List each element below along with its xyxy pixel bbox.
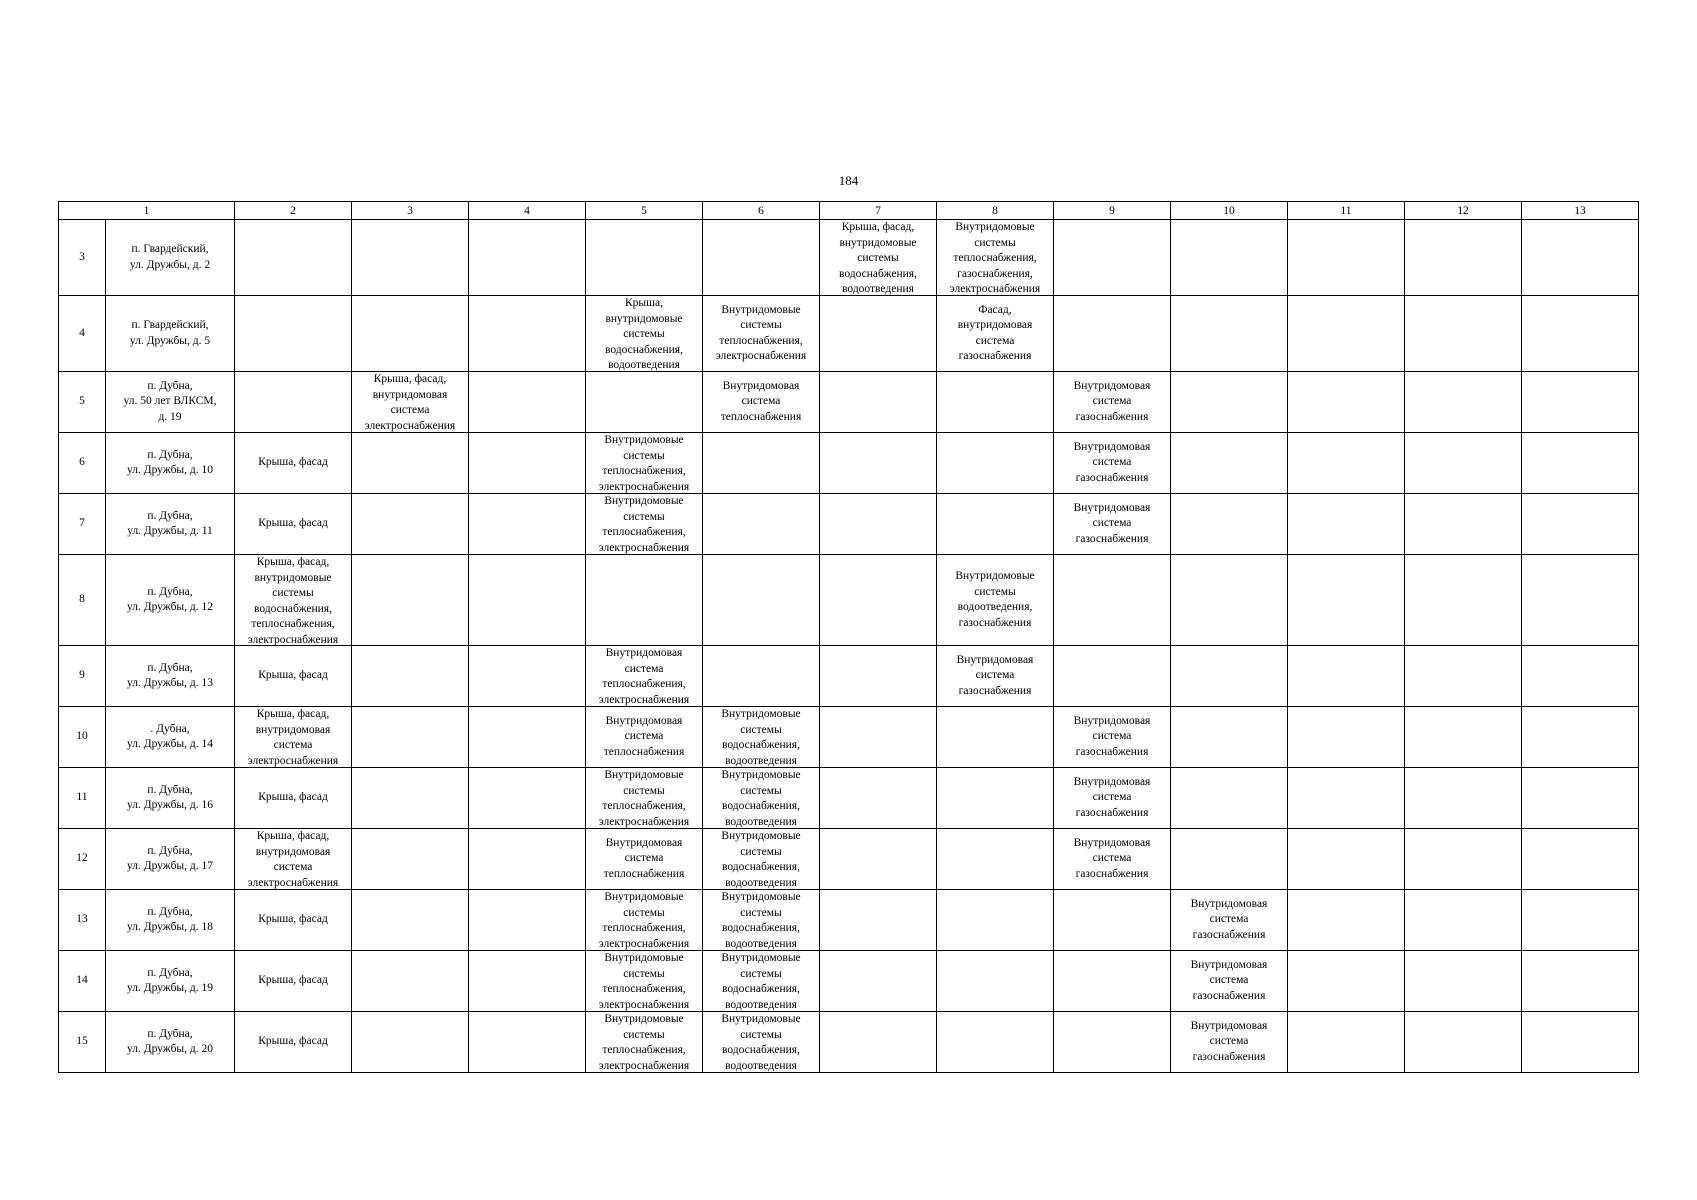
work-cell-col-7 xyxy=(820,296,937,372)
work-cell-col-2 xyxy=(235,433,352,494)
work-text: Внутридомовая система газоснабжения xyxy=(956,653,1034,697)
work-cell-col-5 xyxy=(586,646,703,707)
work-cell-col-7 xyxy=(820,890,937,951)
work-text: Внутридомовые системы теплоснабжения, электроснабжения xyxy=(598,495,690,554)
row-number-cell xyxy=(59,296,106,372)
work-text: Внутридомовые системы теплоснабжения, электроснабжения xyxy=(598,434,690,493)
work-cell-col-8 xyxy=(937,646,1054,707)
work-cell-col-7 xyxy=(820,951,937,1012)
work-text: Внутридомовая система газоснабжения xyxy=(1073,836,1151,880)
work-text: Внутридомовая система теплоснабжения xyxy=(603,836,685,880)
work-text: Фасад, внутридомовая система газоснабжения xyxy=(957,303,1033,362)
work-cell-col-8 xyxy=(937,1012,1054,1073)
work-cell-col-12 xyxy=(1405,1012,1522,1073)
work-text: Крыша, внутридомовые системы водоснабжения, водоотведения xyxy=(605,297,683,371)
work-cell-col-7 xyxy=(820,433,937,494)
work-cell-col-12 xyxy=(1405,646,1522,707)
work-cell-col-6 xyxy=(703,951,820,1012)
row-number: 8 xyxy=(79,593,85,606)
work-cell-col-2 xyxy=(235,646,352,707)
work-cell-col-7 xyxy=(820,372,937,433)
work-cell-col-10 xyxy=(1171,372,1288,433)
work-cell-col-4 xyxy=(469,494,586,555)
work-text: Крыша, фасад, внутридомовые системы водоснабжения, водоотведения xyxy=(839,221,917,295)
work-cell-col-4 xyxy=(469,220,586,296)
work-cell-col-10 xyxy=(1171,1012,1288,1073)
work-cell-col-13 xyxy=(1522,1012,1639,1073)
work-cell-col-7 xyxy=(820,646,937,707)
work-cell-col-7 xyxy=(820,555,937,646)
work-cell-col-2 xyxy=(235,829,352,890)
row-number: 14 xyxy=(76,974,88,987)
row-number: 6 xyxy=(79,456,85,469)
address-text: п. Дубна, ул. Дружбы, д. 19 xyxy=(127,966,213,994)
work-cell-col-11 xyxy=(1288,768,1405,829)
work-cell-col-11 xyxy=(1288,433,1405,494)
work-text: Внутридомовые системы теплоснабжения, электроснабжения xyxy=(598,891,690,950)
work-cell-col-5 xyxy=(586,494,703,555)
work-text: Крыша, фасад, внутридомовая система электроснабжения xyxy=(247,830,339,889)
work-cell-col-12 xyxy=(1405,768,1522,829)
work-cell-col-12 xyxy=(1405,296,1522,372)
row-number: 12 xyxy=(76,852,88,865)
work-cell-col-5 xyxy=(586,372,703,433)
table-row xyxy=(59,494,1639,555)
work-cell-col-8 xyxy=(937,951,1054,1012)
row-number-cell xyxy=(59,220,106,296)
column-header-8: 8 xyxy=(937,202,1054,220)
work-cell-col-8 xyxy=(937,707,1054,768)
work-cell-col-13 xyxy=(1522,494,1639,555)
work-cell-col-12 xyxy=(1405,951,1522,1012)
work-text: Крыша, фасад, внутридомовая система электроснабжения xyxy=(364,373,456,432)
work-cell-col-9 xyxy=(1054,768,1171,829)
column-header-10: 10 xyxy=(1171,202,1288,220)
work-cell-col-5 xyxy=(586,890,703,951)
work-cell-col-12 xyxy=(1405,890,1522,951)
work-cell-col-5 xyxy=(586,433,703,494)
work-cell-col-8 xyxy=(937,372,1054,433)
row-number-cell xyxy=(59,555,106,646)
table-row xyxy=(59,646,1639,707)
work-cell-col-7 xyxy=(820,494,937,555)
table-row xyxy=(59,768,1639,829)
work-cell-col-3 xyxy=(352,829,469,890)
work-cell-col-11 xyxy=(1288,555,1405,646)
address-cell xyxy=(106,296,235,372)
work-cell-col-2 xyxy=(235,494,352,555)
work-cell-col-12 xyxy=(1405,433,1522,494)
work-text: Внутридомовая система теплоснабжения xyxy=(603,714,685,758)
work-cell-col-11 xyxy=(1288,951,1405,1012)
row-number: 9 xyxy=(79,669,85,682)
work-cell-col-9 xyxy=(1054,555,1171,646)
work-cell-col-8 xyxy=(937,433,1054,494)
work-cell-col-10 xyxy=(1171,951,1288,1012)
work-cell-col-8 xyxy=(937,829,1054,890)
work-cell-col-6 xyxy=(703,890,820,951)
work-cell-col-10 xyxy=(1171,707,1288,768)
work-cell-col-3 xyxy=(352,707,469,768)
work-cell-col-7 xyxy=(820,768,937,829)
work-cell-col-9 xyxy=(1054,951,1171,1012)
address-text: п. Дубна, ул. Дружбы, д. 12 xyxy=(127,585,213,613)
work-cell-col-10 xyxy=(1171,646,1288,707)
work-cell-col-7 xyxy=(820,829,937,890)
work-cell-col-9 xyxy=(1054,829,1171,890)
row-number: 3 xyxy=(79,250,85,263)
work-cell-col-5 xyxy=(586,296,703,372)
column-header-7: 7 xyxy=(820,202,937,220)
work-text: Крыша, фасад xyxy=(258,517,328,530)
work-cell-col-5 xyxy=(586,555,703,646)
work-cell-col-4 xyxy=(469,1012,586,1073)
work-cell-col-7 xyxy=(820,707,937,768)
work-cell-col-2 xyxy=(235,296,352,372)
address-cell xyxy=(106,220,235,296)
work-cell-col-8 xyxy=(937,494,1054,555)
address-text: п. Дубна, ул. Дружбы, д. 17 xyxy=(127,844,213,872)
work-cell-col-6 xyxy=(703,494,820,555)
work-cell-col-3 xyxy=(352,646,469,707)
work-cell-col-9 xyxy=(1054,433,1171,494)
work-text: Крыша, фасад xyxy=(258,974,328,987)
repair-schedule-table xyxy=(58,201,1639,1073)
work-cell-col-11 xyxy=(1288,646,1405,707)
row-number-cell xyxy=(59,707,106,768)
work-cell-col-8 xyxy=(937,768,1054,829)
row-number-cell xyxy=(59,890,106,951)
work-cell-col-9 xyxy=(1054,890,1171,951)
work-cell-col-11 xyxy=(1288,220,1405,296)
table-row xyxy=(59,555,1639,646)
work-cell-col-9 xyxy=(1054,707,1171,768)
work-cell-col-12 xyxy=(1405,220,1522,296)
column-header-5: 5 xyxy=(586,202,703,220)
work-cell-col-6 xyxy=(703,707,820,768)
row-number: 5 xyxy=(79,395,85,408)
work-cell-col-6 xyxy=(703,220,820,296)
row-number-cell xyxy=(59,1012,106,1073)
work-cell-col-9 xyxy=(1054,296,1171,372)
work-cell-col-6 xyxy=(703,296,820,372)
address-cell xyxy=(106,768,235,829)
work-cell-col-10 xyxy=(1171,555,1288,646)
work-text: Внутридомовые системы водоснабжения, водоотведения xyxy=(721,952,801,1011)
work-cell-col-3 xyxy=(352,372,469,433)
work-text: Внутридомовые системы водоснабжения, водоотведения xyxy=(721,1013,801,1072)
work-cell-col-13 xyxy=(1522,372,1639,433)
work-cell-col-5 xyxy=(586,707,703,768)
column-header-6: 6 xyxy=(703,202,820,220)
work-cell-col-5 xyxy=(586,768,703,829)
row-number: 13 xyxy=(76,913,88,926)
work-text: Внутридомовые системы водоотведения, газоснабжения xyxy=(955,570,1035,629)
work-cell-col-11 xyxy=(1288,372,1405,433)
page-number: 184 xyxy=(838,173,859,188)
column-header-2: 2 xyxy=(235,202,352,220)
work-cell-col-11 xyxy=(1288,1012,1405,1073)
work-cell-col-5 xyxy=(586,1012,703,1073)
column-header-13: 13 xyxy=(1522,202,1639,220)
work-text: Крыша, фасад xyxy=(258,1035,328,1048)
work-cell-col-13 xyxy=(1522,951,1639,1012)
work-text: Внутридомовая система газоснабжения xyxy=(1190,958,1268,1002)
work-cell-col-3 xyxy=(352,890,469,951)
work-cell-col-3 xyxy=(352,1012,469,1073)
table-row xyxy=(59,829,1639,890)
work-cell-col-13 xyxy=(1522,768,1639,829)
table-row xyxy=(59,707,1639,768)
work-cell-col-10 xyxy=(1171,768,1288,829)
work-cell-col-10 xyxy=(1171,890,1288,951)
address-text: п. Дубна, ул. 50 лет ВЛКСМ, д. 19 xyxy=(123,379,217,423)
work-text: Внутридомовая система газоснабжения xyxy=(1190,897,1268,941)
work-cell-col-11 xyxy=(1288,494,1405,555)
work-cell-col-8 xyxy=(937,296,1054,372)
work-cell-col-4 xyxy=(469,372,586,433)
work-text: Внутридомовая система газоснабжения xyxy=(1073,714,1151,758)
work-cell-col-6 xyxy=(703,1012,820,1073)
address-cell xyxy=(106,890,235,951)
column-header-1: 1 xyxy=(59,202,235,220)
work-cell-col-2 xyxy=(235,890,352,951)
work-cell-col-3 xyxy=(352,951,469,1012)
address-text: п. Дубна, ул. Дружбы, д. 11 xyxy=(127,509,213,537)
row-number: 7 xyxy=(79,517,85,530)
work-cell-col-10 xyxy=(1171,494,1288,555)
address-cell xyxy=(106,1012,235,1073)
address-text: п. Дубна, ул. Дружбы, д. 20 xyxy=(127,1027,213,1055)
work-text: Крыша, фасад, внутридомовые системы водоснабжения, теплоснабжения, электроснабжения xyxy=(247,556,339,645)
work-cell-col-3 xyxy=(352,555,469,646)
work-cell-col-8 xyxy=(937,890,1054,951)
work-cell-col-5 xyxy=(586,951,703,1012)
column-header-12: 12 xyxy=(1405,202,1522,220)
work-cell-col-4 xyxy=(469,433,586,494)
work-text: Внутридомовые системы теплоснабжения, электроснабжения xyxy=(598,1013,690,1072)
work-cell-col-4 xyxy=(469,768,586,829)
work-text: Внутридомовая система теплоснабжения xyxy=(720,379,802,423)
work-cell-col-6 xyxy=(703,768,820,829)
work-cell-col-9 xyxy=(1054,1012,1171,1073)
work-cell-col-8 xyxy=(937,555,1054,646)
work-cell-col-13 xyxy=(1522,707,1639,768)
work-cell-col-2 xyxy=(235,707,352,768)
row-number-cell xyxy=(59,829,106,890)
work-text: Крыша, фасад xyxy=(258,791,328,804)
work-cell-col-2 xyxy=(235,1012,352,1073)
work-cell-col-10 xyxy=(1171,433,1288,494)
work-cell-col-13 xyxy=(1522,829,1639,890)
work-text: Внутридомовая система газоснабжения xyxy=(1190,1019,1268,1063)
address-text: п. Дубна, ул. Дружбы, д. 10 xyxy=(127,448,213,476)
work-cell-col-6 xyxy=(703,646,820,707)
work-text: Внутридомовые системы теплоснабжения, газоснабжения, электроснабжения xyxy=(949,221,1041,295)
work-cell-col-13 xyxy=(1522,220,1639,296)
column-header-3: 3 xyxy=(352,202,469,220)
table-row xyxy=(59,220,1639,296)
work-text: Внутридомовая система газоснабжения xyxy=(1073,501,1151,545)
table-row xyxy=(59,890,1639,951)
work-cell-col-4 xyxy=(469,707,586,768)
work-cell-col-3 xyxy=(352,494,469,555)
work-cell-col-9 xyxy=(1054,646,1171,707)
work-cell-col-3 xyxy=(352,220,469,296)
work-text: Внутридомовая система газоснабжения xyxy=(1073,379,1151,423)
work-cell-col-4 xyxy=(469,555,586,646)
work-cell-col-6 xyxy=(703,433,820,494)
work-cell-col-6 xyxy=(703,555,820,646)
address-text: . Дубна, ул. Дружбы, д. 14 xyxy=(127,722,213,750)
work-cell-col-11 xyxy=(1288,707,1405,768)
work-cell-col-3 xyxy=(352,296,469,372)
work-cell-col-12 xyxy=(1405,372,1522,433)
work-text: Крыша, фасад, внутридомовая система электроснабжения xyxy=(247,708,339,767)
work-cell-col-2 xyxy=(235,372,352,433)
address-cell xyxy=(106,707,235,768)
address-text: п. Дубна, ул. Дружбы, д. 16 xyxy=(127,783,213,811)
row-number: 15 xyxy=(76,1035,88,1048)
row-number: 10 xyxy=(76,730,88,743)
work-text: Внутридомовые системы теплоснабжения, электроснабжения xyxy=(598,769,690,828)
row-number-cell xyxy=(59,646,106,707)
work-text: Внутридомовая система газоснабжения xyxy=(1073,775,1151,819)
address-cell xyxy=(106,433,235,494)
work-cell-col-13 xyxy=(1522,555,1639,646)
work-text: Крыша, фасад xyxy=(258,456,328,469)
work-cell-col-7 xyxy=(820,1012,937,1073)
work-text: Внутридомовые системы водоснабжения, водоотведения xyxy=(721,769,801,828)
work-cell-col-11 xyxy=(1288,296,1405,372)
address-cell xyxy=(106,951,235,1012)
work-cell-col-4 xyxy=(469,951,586,1012)
address-text: п. Гвардейский, ул. Дружбы, д. 2 xyxy=(129,243,211,271)
table-row xyxy=(59,433,1639,494)
column-header-4: 4 xyxy=(469,202,586,220)
work-text: Внутридомовые системы водоснабжения, водоотведения xyxy=(721,891,801,950)
work-cell-col-2 xyxy=(235,951,352,1012)
work-cell-col-11 xyxy=(1288,890,1405,951)
address-text: п. Дубна, ул. Дружбы, д. 18 xyxy=(127,905,213,933)
work-cell-col-7 xyxy=(820,220,937,296)
row-number-cell xyxy=(59,433,106,494)
work-text: Крыша, фасад xyxy=(258,913,328,926)
row-number-cell xyxy=(59,372,106,433)
work-text: Внутридомовые системы водоснабжения, водоотведения xyxy=(721,830,801,889)
table-body xyxy=(59,202,1639,1073)
work-cell-col-13 xyxy=(1522,296,1639,372)
work-text: Внутридомовые системы водоснабжения, водоотведения xyxy=(721,708,801,767)
row-number-cell xyxy=(59,951,106,1012)
work-cell-col-2 xyxy=(235,220,352,296)
work-cell-col-13 xyxy=(1522,890,1639,951)
work-text: Крыша, фасад xyxy=(258,669,328,682)
address-cell xyxy=(106,494,235,555)
work-cell-col-2 xyxy=(235,555,352,646)
column-header-11: 11 xyxy=(1288,202,1405,220)
table-row xyxy=(59,296,1639,372)
work-cell-col-9 xyxy=(1054,494,1171,555)
work-text: Внутридомовые системы теплоснабжения, электроснабжения xyxy=(598,952,690,1011)
work-cell-col-11 xyxy=(1288,829,1405,890)
work-cell-col-12 xyxy=(1405,829,1522,890)
work-cell-col-10 xyxy=(1171,220,1288,296)
work-cell-col-10 xyxy=(1171,296,1288,372)
work-cell-col-3 xyxy=(352,768,469,829)
work-text: Внутридомовая система газоснабжения xyxy=(1073,440,1151,484)
row-number: 4 xyxy=(79,326,85,339)
work-cell-col-12 xyxy=(1405,555,1522,646)
work-cell-col-6 xyxy=(703,829,820,890)
work-text: Внутридомовые системы теплоснабжения, электроснабжения xyxy=(715,303,807,362)
work-cell-col-4 xyxy=(469,646,586,707)
work-cell-col-4 xyxy=(469,296,586,372)
table-row xyxy=(59,1012,1639,1073)
work-cell-col-4 xyxy=(469,890,586,951)
work-cell-col-2 xyxy=(235,768,352,829)
address-text: п. Гвардейский, ул. Дружбы, д. 5 xyxy=(129,319,211,347)
row-number-cell xyxy=(59,494,106,555)
work-cell-col-9 xyxy=(1054,220,1171,296)
work-cell-col-12 xyxy=(1405,494,1522,555)
work-cell-col-12 xyxy=(1405,707,1522,768)
work-cell-col-13 xyxy=(1522,433,1639,494)
work-cell-col-8 xyxy=(937,220,1054,296)
work-cell-col-5 xyxy=(586,829,703,890)
work-text: Внутридомовая система теплоснабжения, электроснабжения xyxy=(598,647,690,706)
address-text: п. Дубна, ул. Дружбы, д. 13 xyxy=(127,661,213,689)
work-cell-col-4 xyxy=(469,829,586,890)
address-cell xyxy=(106,555,235,646)
address-cell xyxy=(106,646,235,707)
table-row xyxy=(59,372,1639,433)
table-row xyxy=(59,951,1639,1012)
work-cell-col-9 xyxy=(1054,372,1171,433)
work-cell-col-3 xyxy=(352,433,469,494)
row-number: 11 xyxy=(76,791,88,804)
row-number-cell xyxy=(59,768,106,829)
work-cell-col-13 xyxy=(1522,646,1639,707)
work-cell-col-6 xyxy=(703,372,820,433)
column-header-9: 9 xyxy=(1054,202,1171,220)
work-cell-col-10 xyxy=(1171,829,1288,890)
address-cell xyxy=(106,829,235,890)
work-cell-col-5 xyxy=(586,220,703,296)
address-cell xyxy=(106,372,235,433)
column-header-row xyxy=(59,202,1639,220)
